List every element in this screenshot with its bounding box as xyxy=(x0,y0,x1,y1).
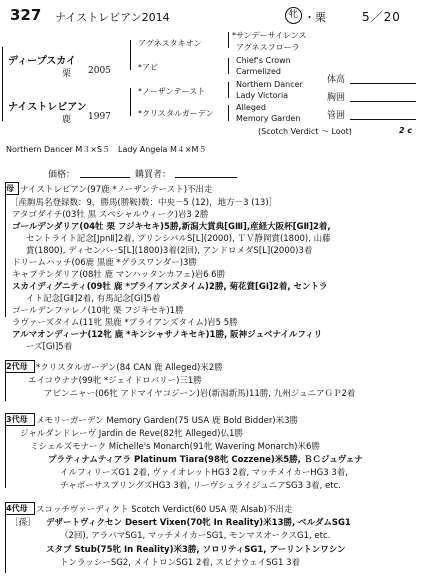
dam-line: ーズ[GⅠ]5着 xyxy=(26,342,73,352)
sire-sire-dam: アグネスフローラ xyxy=(236,43,300,52)
pedigree-bracket xyxy=(228,82,229,98)
gen2-line: *クリスタルガーデン(84 CAN 鹿 Alleged)米2勝 xyxy=(36,363,223,373)
gen3-line: チャポーサスプリングズHG3 3着, リーヴシュライジュニアSG3 3着, etc. xyxy=(60,481,341,491)
girth-line xyxy=(350,101,416,102)
buyer-label: 購買者： xyxy=(135,170,172,180)
birth-date: 5／20 xyxy=(362,10,401,24)
sire-name: ディープスカイ xyxy=(8,56,76,67)
girth-label: 胸囲 xyxy=(327,93,346,103)
sex-mark: 牝 xyxy=(285,7,302,24)
dam-line: スカイディグニティ(09牡 鹿 *ブライアンズタイム)2勝, 菊花賞[GⅠ]2着, セントラ xyxy=(12,282,328,292)
gen4-line: デザートヴィクセン Desert Vixen(70牝 In Reality)米13勝, ベルダムSG1 xyxy=(46,518,351,528)
dam-tag: 母 xyxy=(6,184,14,193)
sire-sire: アグネスタキオン xyxy=(138,39,202,48)
sire-dam: *アビ xyxy=(138,63,158,72)
pedigree-bracket xyxy=(130,88,131,116)
pedigree-bracket xyxy=(130,40,131,70)
gen2-line: エイコウナナ(99牝 *ジェイドロバリー)三1勝 xyxy=(28,376,202,386)
horse-name: ナイストレビアン2014 xyxy=(55,11,170,24)
gen2-tag: 2代母 xyxy=(6,362,28,371)
dam-section-rule xyxy=(5,193,6,317)
dam-line: ［産駒馬名登録数：9，勝馬(勝鞍)数：中央－5 (12)，地方－3 (13)］ xyxy=(10,198,278,208)
dam-name: ナイストレビアン xyxy=(8,102,87,113)
dam-dam-sire: Alleged xyxy=(236,103,266,112)
price-line xyxy=(80,177,130,178)
dam-line: ラヴァーズタイム(11牝 黒鹿 *ブライアンズタイム)岩5 5勝 xyxy=(12,318,238,328)
gen3-line: ジャルダンドレーヴ Jardin de Reve(82牝 Alleged)仏1勝 xyxy=(20,429,243,439)
gen4-line: スタブ Stub(75牝 In Reality)米3勝, ソロリティSG1, アーリントンワシン xyxy=(46,545,346,555)
gen4-rule xyxy=(5,513,6,573)
buyer-line xyxy=(175,177,237,178)
dam-line: セントライト記念[JpnⅡ]2着, プリンシパルS[L](2000), ＴＶ静岡賞(1800), 山藤 xyxy=(26,234,331,244)
gen3-tag: 3代母 xyxy=(6,415,28,424)
dam-line: アタゴダイチ(03牡 黒 スペシャルウィーク)岩3 2勝 xyxy=(12,210,209,220)
inbreeding: Northern Dancer M３×S５ Lady Angela M４×M５ xyxy=(6,145,207,154)
sire-dam-sire: Chief's Crown xyxy=(236,56,291,65)
dam-sire-sire: Northern Dancer xyxy=(236,80,303,89)
dam-coat: 鹿 xyxy=(62,115,72,125)
dam-line: ゴールデンファレノ(10牝 栗 フジキセキ)1勝 xyxy=(12,306,184,316)
sire-sire-sire: *サンデーサイレンス xyxy=(232,31,307,40)
gen4-line: スコッチヴァーディクト Scotch Verdict(60 USA 栗 Alsab)不出走 xyxy=(36,505,293,515)
sire-dam-dam: Carmelized xyxy=(236,67,281,76)
gen4-tag: 4代母 xyxy=(6,504,28,513)
gen3-rule xyxy=(5,424,6,488)
dam-dam-dam: Memory Garden xyxy=(236,114,301,123)
nick-note: (Scotch Verdict ～ Loot) xyxy=(258,127,352,136)
cannon-label: 管囲 xyxy=(327,111,346,121)
dam-line: アルマオンディーナ(12牝 鹿 *キンシャサノキセキ)1勝, 阪神ジュベナイルフィリ xyxy=(12,330,323,340)
gen4-subtag: ［孫］ xyxy=(10,518,36,528)
dam-line: ドリームハッチ(06鹿 黒鹿 *グラスワンダー)3勝 xyxy=(12,258,197,268)
dam-line: ナイストレビアン(97鹿 *ノーザンテースト)不出走 xyxy=(20,185,213,195)
gen3-line: イルフィリーズG1 2着, ヴァイオレットHG3 2着, マッチメイカーHG3 3着, xyxy=(60,468,348,478)
gen3-line: メモリーガーデン Memory Garden(75 USA 鹿 Bold Bidder)米3勝 xyxy=(36,416,299,426)
gen4-line: トンラッシーSG2, メイトロンSG1 2着, スピナウェイSG1 3着 xyxy=(60,558,301,568)
catalog-number: 327 xyxy=(10,6,42,24)
nick-grade: 2 c xyxy=(399,126,413,135)
sire-year: 2005 xyxy=(88,66,111,76)
dam-line: イト記念[GⅡ]2着, 有馬記念[GⅠ]5着 xyxy=(26,294,161,304)
pedigree-bracket xyxy=(228,58,229,74)
dam-sire-dam: Lady Victoria xyxy=(236,91,289,100)
price-label: 価格： xyxy=(48,170,76,180)
coat-color: ・栗 xyxy=(304,11,326,24)
gen3-line: プラティナムティアラ Platinum Tiara(98牝 Cozzene)米5勝, ＢＣジュヴェナ xyxy=(48,455,363,465)
gen2-line: アビンニャー(06牝 アドマイヤコジーン)岩(新潟新馬)11勝, 九州ジュニアＧＰ2着 xyxy=(44,389,356,399)
cannon-line xyxy=(350,119,416,120)
pedigree-bracket xyxy=(228,32,229,48)
height-label: 体高 xyxy=(327,75,346,85)
dam-dam: *クリスタルガーデン xyxy=(138,109,214,118)
gen2-rule xyxy=(5,371,6,401)
dam-line: 賞(1800), ディセンバーS[L](1800)3着(2回), アンドロメダS[L](2000)3着 xyxy=(26,246,313,256)
pedigree-bracket xyxy=(228,105,229,121)
dam-sire: *ノーザンテースト xyxy=(138,87,206,96)
pedigree-bracket xyxy=(2,47,3,121)
height-line xyxy=(350,83,416,84)
dam-line: ゴールデンダリア(04牡 栗 フジキセキ)5勝,新潟大賞典[GⅢ],産経大阪杯[GⅡ]2着, xyxy=(12,222,331,232)
dam-year: 1997 xyxy=(88,112,111,122)
sire-coat: 栗 xyxy=(62,69,72,79)
gen4-line: （2回), アラバマSG1, マッチメイカーSG1, モンマスオークスG1, etc. xyxy=(60,531,331,541)
gen3-line: ミシェルズモナーク Michelle's Monarch(91牝 Wavering Monarch)米6勝 xyxy=(30,442,320,452)
dam-line: キャプテンダリア(08牡 鹿 マンハッタンカフェ)岩6 6勝 xyxy=(12,270,226,280)
